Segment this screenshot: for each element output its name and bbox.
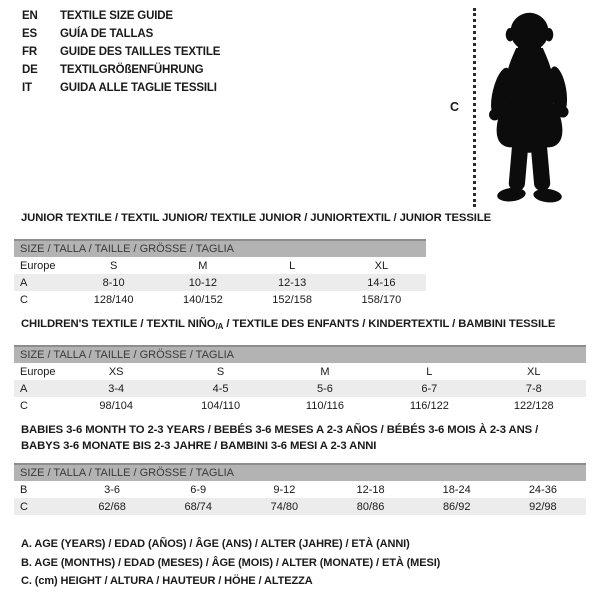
language-label: GUIDA ALLE TAGLIE TESSILI [60,82,217,94]
row-label: Europe [20,365,56,378]
table-cell: 74/80 [270,500,299,513]
children-title-sub: /A [215,322,224,331]
table-cell: L [289,259,296,272]
table-cell: 5-6 [317,382,333,395]
language-row-de [22,61,220,79]
table-band-row [14,346,586,363]
table-cell: 3-6 [104,483,121,496]
legend-line-c: C. (cm) HEIGHT / ALTURA / HAUTEUR / HÖHE / ALTEZZA [21,575,313,587]
language-code: EN [22,10,38,22]
height-measure-dotted-line [473,8,476,207]
legend-line-a: A. AGE (YEARS) / EDAD (AÑOS) / ÂGE (ANS) / ALTER (JAHRE) / ETÀ (ANNI) [21,538,410,550]
table-row-europe [14,257,426,274]
language-row-es [22,25,220,43]
table-cell: 6-9 [190,483,207,496]
language-label: GUÍA DE TALLAS [60,28,154,40]
table-cell: S [216,365,225,378]
baby-silhouette-icon [481,8,578,208]
table-cell: M [320,365,330,378]
table-cell: 116/122 [409,399,449,412]
table-cell: S [109,259,118,272]
table-row-age [14,380,586,397]
table-cell: XL [374,259,389,272]
row-label: A [20,276,28,289]
children-title-post: / TEXTILE DES ENFANTS / KINDERTEXTIL / BAMBINI TESSILE [223,318,556,330]
table-row-height [14,291,426,308]
table-cell: 140/152 [182,293,223,306]
babies-title-line2: BABYS 3-6 MONATE BIS 2-3 JAHRE / BAMBINI 3-6 MESI A 2-3 ANNI [21,440,377,452]
size-header: SIZE / TALLA / TAILLE / GRÖSSE / TAGLIA [14,346,586,363]
language-label: GUIDE DES TAILLES TEXTILE [60,46,221,58]
table-cell: 8-10 [102,276,125,289]
size-header: SIZE / TALLA / TAILLE / GRÖSSE / TAGLIA [14,240,426,257]
table-cell: 110/116 [305,399,345,412]
row-label: B [20,483,28,496]
table-cell: 14-16 [367,276,396,289]
children-size-table [14,345,586,414]
row-label: A [20,382,28,395]
table-cell: 158/170 [361,293,402,306]
table-band-row [14,240,426,257]
table-cell: 86/92 [442,500,471,513]
table-cell: XS [108,365,124,378]
table-cell: 9-12 [273,483,296,496]
table-cell: 4-5 [212,382,229,395]
table-cell: 68/74 [184,500,212,513]
junior-size-table [14,239,426,308]
language-row-en [22,7,220,25]
language-code: FR [22,46,38,58]
table-cell: 92/98 [529,500,557,513]
table-cell: 18-24 [442,483,471,496]
babies-section-title [21,422,538,454]
language-label: TEXTILGRÖßENFÜHRUNG [60,64,204,76]
babies-size-table [14,463,586,515]
table-cell: 6-7 [421,382,438,395]
height-measure-label: C [450,100,460,114]
table-row-europe [14,363,586,380]
table-cell: M [198,259,208,272]
language-label: TEXTILE SIZE GUIDE [60,10,173,22]
children-title-pre: CHILDREN'S TEXTILE / TEXTIL NIÑO [21,318,216,330]
row-label: C [20,399,28,412]
junior-section-title: JUNIOR TEXTILE / TEXTIL JUNIOR/ TEXTILE JUNIOR / JUNIORTEXTIL / JUNIOR TESSILE [21,212,492,224]
language-header [22,7,220,97]
table-cell: L [426,365,433,378]
table-cell: 128/140 [93,293,134,306]
table-cell: 24-36 [528,483,557,496]
table-cell: 12-13 [278,276,307,289]
language-code: ES [22,28,38,40]
row-label: C [20,500,28,513]
language-code: DE [22,64,38,76]
table-cell: 62/68 [98,500,126,513]
language-row-it [22,79,220,97]
babies-title-line1: BABIES 3-6 MONTH TO 2-3 YEARS / BEBÉS 3-6 MESES A 2-3 AÑOS / BÉBÉS 3-6 MOIS À 2-3 ANS / [21,424,539,436]
legend-line-b: B. AGE (MONTHS) / EDAD (MESES) / ÂGE (MOIS) / ALTER (MONATE) / ETÀ (MESI) [21,556,441,569]
table-row-age [14,274,426,291]
language-code: IT [22,82,32,94]
table-cell: 104/110 [201,399,241,412]
table-cell: 7-8 [525,382,542,395]
table-band-row [14,464,586,481]
table-cell: 122/128 [513,399,554,412]
table-row-height [14,498,586,515]
table-cell: 98/104 [99,399,134,412]
children-section-title [21,318,555,331]
size-header: SIZE / TALLA / TAILLE / GRÖSSE / TAGLIA [14,464,586,481]
table-cell: XL [527,365,541,378]
table-cell: 12-18 [356,483,385,496]
table-cell: 3-4 [108,382,125,395]
table-cell: 10-12 [188,276,217,289]
table-cell: 80/86 [356,500,385,513]
table-row-age-months [14,481,586,498]
row-label: C [20,293,28,306]
row-label: Europe [20,259,56,272]
table-row-height [14,397,586,414]
legend [21,535,440,591]
language-row-fr [22,43,220,61]
table-cell: 152/158 [272,293,312,306]
